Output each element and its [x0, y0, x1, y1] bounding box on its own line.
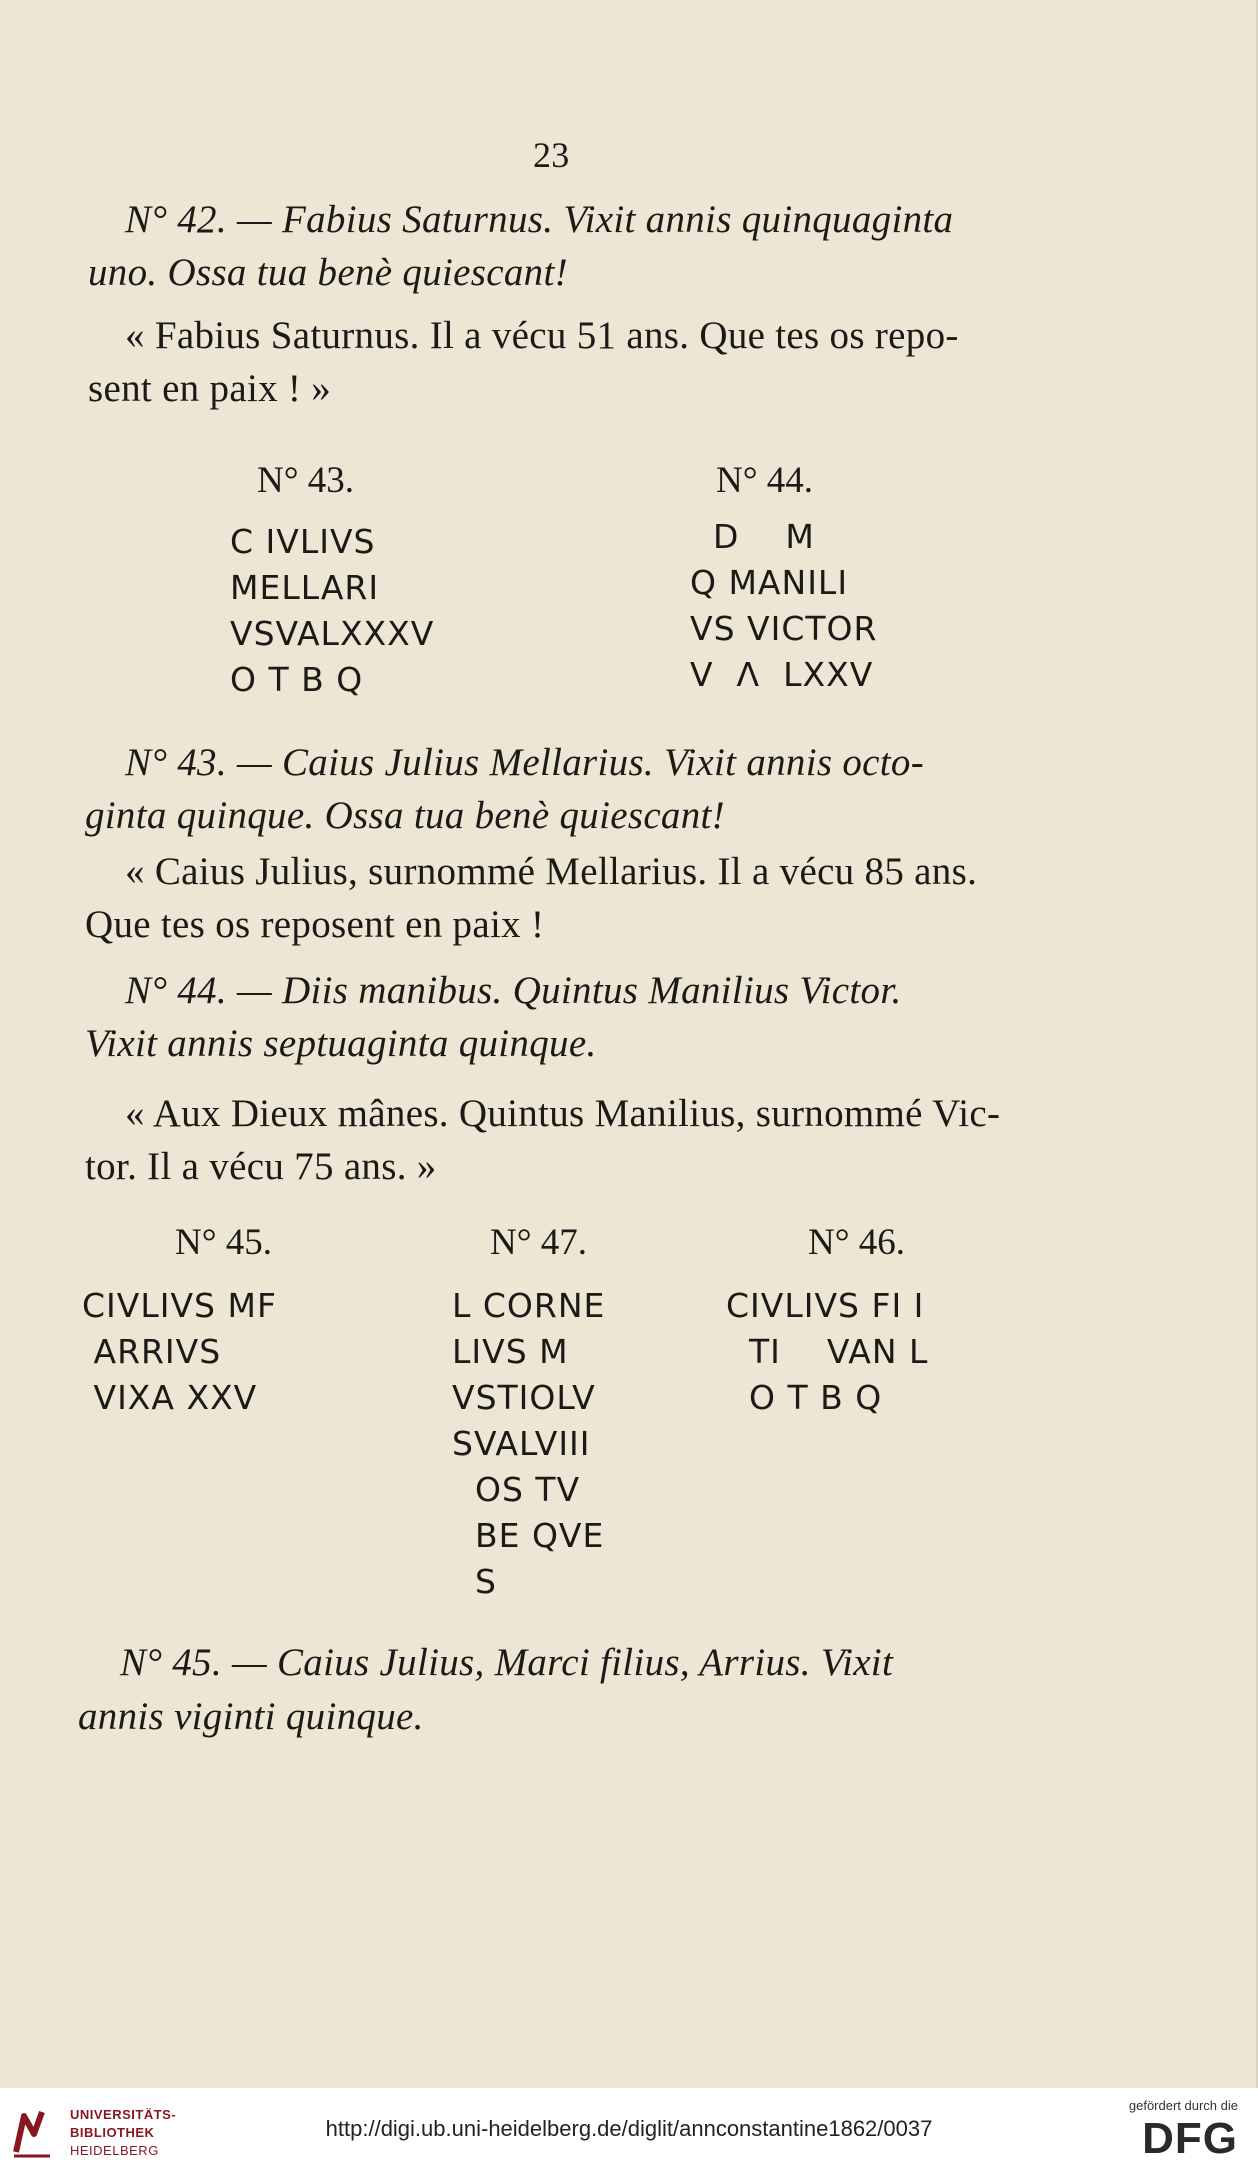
inscription-44-text [690, 514, 877, 698]
inscription-46-label: N° 46. [808, 1222, 906, 1263]
inscription-line: CIVLIVS MF [82, 1286, 277, 1325]
entry-45-latin-line-2: annis viginti quinque. [78, 1695, 424, 1738]
inscription-line: SVALVIII [452, 1424, 591, 1463]
viewer-footer [0, 2088, 1258, 2181]
inscription-line: O T B Q [726, 1378, 883, 1417]
inscription-43-label: N° 43. [257, 460, 355, 501]
inscription-line: TI VAN L [726, 1332, 929, 1371]
inscription-46-text [726, 1283, 928, 1421]
library-name-line-3: HEIDELBERG [70, 2143, 159, 2158]
library-name-line-2: BIBLIOTHEK [70, 2125, 155, 2140]
inscription-line: ARRIVS [82, 1332, 222, 1371]
entry-43-french-line-2: Que tes os reposent en paix ! [85, 903, 545, 946]
entry-44-french-line-2: tor. Il a vécu 75 ans. » [85, 1145, 437, 1188]
inscription-line: D M [690, 517, 815, 556]
page-number: 23 [533, 135, 570, 175]
inscription-line: VSTIOLV [452, 1378, 596, 1417]
inscription-line: LIVS M [452, 1332, 569, 1371]
inscription-line: OS TV [452, 1470, 581, 1509]
inscription-line: Q MANILI [690, 563, 849, 602]
inscription-47-label: N° 47. [490, 1222, 588, 1263]
inscription-line: L CORNE [452, 1286, 606, 1325]
entry-43-latin-line-2: ginta quinque. Ossa tua benè quiescant! [85, 794, 725, 837]
entry-43-french-line-1: « Caius Julius, surnommé Mellarius. Il a vécu 85 ans. [125, 850, 978, 893]
entry-43-latin-line-1: N° 43. — Caius Julius Mellarius. Vixit annis octo- [125, 741, 925, 784]
entry-44-french-line-1: « Aux Dieux mânes. Quintus Manilius, surnommé Vic- [125, 1092, 1001, 1135]
inscription-47-text [452, 1283, 605, 1605]
entry-45-latin-line-1: N° 45. — Caius Julius, Marci filius, Arrius. Vixit [120, 1641, 894, 1684]
permalink-url[interactable]: http://digi.ub.uni-heidelberg.de/diglit/annconstantine1862/0037 [325, 2116, 933, 2141]
inscription-line: CIVLIVS FI I [726, 1286, 925, 1325]
entry-42-french-line-1: « Fabius Saturnus. Il a vécu 51 ans. Que tes os repo- [125, 314, 959, 357]
inscription-45-label: N° 45. [175, 1222, 273, 1263]
dfg-logo-text: DFG [1142, 2114, 1238, 2163]
library-name-line-1: UNIVERSITÄTS- [70, 2107, 177, 2122]
inscription-44-label: N° 44. [716, 460, 814, 501]
inscription-line: V Λ LXXV [690, 655, 874, 694]
entry-42-french-line-2: sent en paix ! » [88, 367, 332, 410]
inscription-45-text [82, 1283, 277, 1421]
inscription-line: MELLARI [230, 568, 380, 607]
inscription-line: C IVLIVS [230, 522, 376, 561]
entry-44-latin-line-1: N° 44. — Diis manibus. Quintus Manilius Victor. [125, 969, 902, 1012]
inscription-line: VIXA XXV [82, 1378, 258, 1417]
entry-42-latin-line-1: N° 42. — Fabius Saturnus. Vixit annis quinquaginta [125, 198, 954, 241]
inscription-line: VSVALXXXV [230, 614, 435, 653]
entry-44-latin-line-2: Vixit annis septuaginta quinque. [85, 1022, 597, 1065]
inscription-line: VS VICTOR [690, 609, 878, 648]
inscription-43-text [230, 519, 434, 703]
entry-42-latin-line-2: uno. Ossa tua benè quiescant! [88, 251, 568, 294]
dfg-funding-logo[interactable] [1118, 2098, 1238, 2174]
inscription-line: O T B Q [230, 660, 364, 699]
inscription-line: BE QVE [452, 1516, 605, 1555]
inscription-line: S [452, 1562, 497, 1601]
funded-by-label: gefördert durch die [1128, 2098, 1238, 2113]
